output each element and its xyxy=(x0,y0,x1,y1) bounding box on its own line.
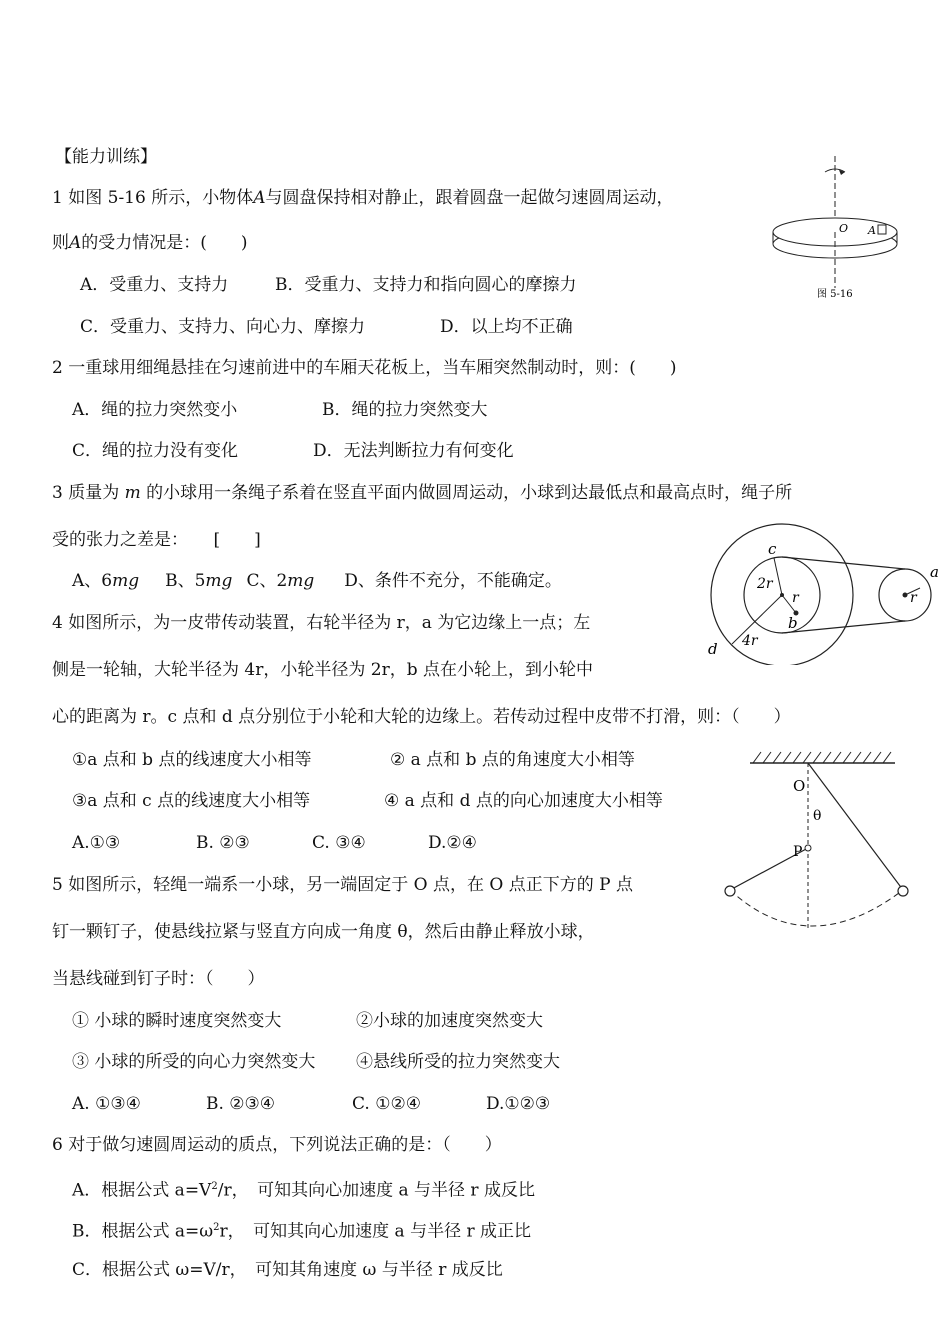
q5-line-1: 5 如图所示，轻绳一端系一小球，另一端固定于 O 点，在 O 点正下方的 P 点 xyxy=(52,875,633,895)
q6-stem: 6 对于做匀速圆周运动的质点，下列说法正确的是：（ ） xyxy=(52,1135,502,1155)
q1-disk-figure xyxy=(765,148,900,308)
q4-center-left xyxy=(780,593,784,597)
q3-option-c: C、2 xyxy=(246,571,288,591)
q1-stem xyxy=(52,187,674,209)
q5-statement-4: ④悬线所受的拉力突然变大 xyxy=(356,1052,560,1072)
q4-statement-1: ①a 点和 b 点的线速度大小相等 xyxy=(72,750,312,770)
q6-option-b-text-b: r， 可知其向心加速度 a 与半径 r 成正比 xyxy=(219,1221,532,1242)
q1-var-a: A xyxy=(253,188,266,208)
q2-option-b: B．绳的拉力突然变大 xyxy=(322,400,488,420)
q3-mg-b: mg xyxy=(205,571,233,591)
q3-var-m: m xyxy=(124,483,141,503)
q4-label-r2: r xyxy=(910,590,917,606)
q5-label-o: O xyxy=(793,777,806,795)
q5-ball-right xyxy=(898,886,908,896)
q4-statement-3: ③a 点和 c 点的线速度大小相等 xyxy=(72,791,311,811)
q5-ceiling-hatch xyxy=(753,752,891,763)
q4-radius-c xyxy=(774,558,782,595)
q5-pendulum-figure xyxy=(715,740,930,940)
q1-option-d: D．以上均不正确 xyxy=(440,317,573,337)
q2-option-c: C．绳的拉力没有变化 xyxy=(72,441,239,461)
q2-option-d: D．无法判断拉力有何变化 xyxy=(313,441,514,461)
q1-stem2-text-a: 则 xyxy=(52,233,69,253)
q3-option-d: D、条件不充分，不能确定。 xyxy=(344,571,562,591)
q3-option-b: B、5 xyxy=(165,571,206,591)
q3-stem-2: 受的张力之差是： [ ] xyxy=(52,530,261,550)
q5-arc-path xyxy=(730,890,903,926)
q2-stem: 2 一重球用细绳悬挂在匀速前进中的车厢天花板上，当车厢突然制动时，则：( ) xyxy=(52,358,677,378)
q6-option-b-text-a: B．根据公式 a=ω xyxy=(72,1221,214,1242)
q6-option-a-text-a: A．根据公式 a=V xyxy=(72,1180,212,1201)
q4-label-c: c xyxy=(768,540,777,558)
q4-option-c: C. ③④ xyxy=(312,833,366,853)
q4-label-r: r xyxy=(792,590,799,606)
q4-label-2r: 2r xyxy=(757,576,773,592)
q5-option-a: A. ①③④ xyxy=(72,1094,141,1114)
q1-option-b: B．受重力、支持力和指向圆心的摩擦力 xyxy=(275,275,577,295)
q4-belt-drive-figure xyxy=(700,520,945,665)
q5-option-b: B. ②③④ xyxy=(206,1094,276,1114)
q4-line-1: 4 如图所示，为一皮带传动装置，右轮半径为 r，a 为它边缘上一点；左 xyxy=(52,613,591,633)
q3-stem-text-b: 的小球用一条绳子系着在竖直平面内做圆周运动，小球到达最低点和最高点时，绳子所 xyxy=(146,483,793,503)
q1-stem2-text-b: 的受力情况是：( ) xyxy=(81,233,248,253)
q5-statement-1: ① 小球的瞬时速度突然变大 xyxy=(72,1011,282,1031)
q3-stem-text-a: 3 质量为 xyxy=(52,483,120,503)
q6-option-a-text-b: /r， 可知其向心加速度 a 与半径 r 成反比 xyxy=(217,1180,535,1201)
section-title: 【能力训练】 xyxy=(55,147,157,167)
q3-options xyxy=(72,570,562,592)
q2-option-a: A．绳的拉力突然变小 xyxy=(72,400,238,420)
q5-statement-2: ②小球的加速度突然变大 xyxy=(356,1011,543,1031)
q4-label-a: a xyxy=(930,563,939,581)
q5-string-right xyxy=(808,763,903,890)
q5-statement-3: ③ 小球的所受的向心力突然变大 xyxy=(72,1052,316,1072)
q4-option-b: B. ②③ xyxy=(196,833,250,853)
q4-line-3: 心的距离为 r。c 点和 d 点分别位于小轮和大轮的边缘上。若传动过程中皮带不打滑，则：（ ） xyxy=(52,707,791,727)
q1-fig-label-o: O xyxy=(839,222,849,235)
q1-stem-text-b: 与圆盘保持相对静止，跟着圆盘一起做匀速圆周运动， xyxy=(265,188,674,208)
q5-option-d: D.①②③ xyxy=(486,1094,551,1114)
q5-label-theta: θ xyxy=(813,808,822,824)
q4-point-a xyxy=(903,593,908,598)
q1-stem-2 xyxy=(52,232,248,254)
q4-label-b: b xyxy=(788,614,798,632)
q1-option-c: C．受重力、支持力、向心力、摩擦力 xyxy=(80,317,366,337)
q1-stem2-var: A xyxy=(69,233,82,253)
q6-option-b-sup: 2 xyxy=(213,1222,220,1233)
q6-option-a-sup: 2 xyxy=(211,1181,218,1192)
q3-option-a: A、6 xyxy=(72,571,113,591)
q1-fig-label-a: A xyxy=(868,224,876,237)
q1-option-a: A．受重力、支持力 xyxy=(80,275,229,295)
q1-fig-caption: 图 5-16 xyxy=(817,289,853,300)
q5-nail-p xyxy=(805,845,811,851)
q6-option-a xyxy=(72,1176,535,1202)
q4-statement-2: ② a 点和 b 点的角速度大小相等 xyxy=(390,750,635,770)
q3-mg-c: mg xyxy=(287,571,315,591)
q6-option-b xyxy=(72,1217,531,1243)
q3-stem xyxy=(52,482,792,504)
q4-option-a: A.①③ xyxy=(72,833,121,853)
q6-option-c: C．根据公式 ω=V/r， 可知其角速度 ω 与半径 r 成反比 xyxy=(72,1260,503,1280)
q4-statement-4: ④ a 点和 d 点的向心加速度大小相等 xyxy=(384,791,663,811)
q5-ball-left xyxy=(725,886,735,896)
q5-label-p: P xyxy=(793,844,803,860)
q4-label-4r: 4r xyxy=(742,633,758,649)
q4-option-d: D.②④ xyxy=(428,833,477,853)
q1-stem-text-a: 1 如图 5-16 所示，小物体 xyxy=(52,188,254,208)
q5-line-3: 当悬线碰到钉子时：（ ） xyxy=(52,969,265,989)
q5-line-2: 钉一颗钉子，使悬线拉紧与竖直方向成一角度 θ，然后由静止释放小球， xyxy=(52,922,595,942)
q5-option-c: C. ①②④ xyxy=(352,1094,421,1114)
q4-line-2: 侧是一轮轴，大轮半径为 4r，小轮半径为 2r，b 点在小轮上，到小轮中 xyxy=(52,660,593,680)
q3-mg-a: mg xyxy=(112,571,140,591)
q4-label-d: d xyxy=(708,640,718,658)
